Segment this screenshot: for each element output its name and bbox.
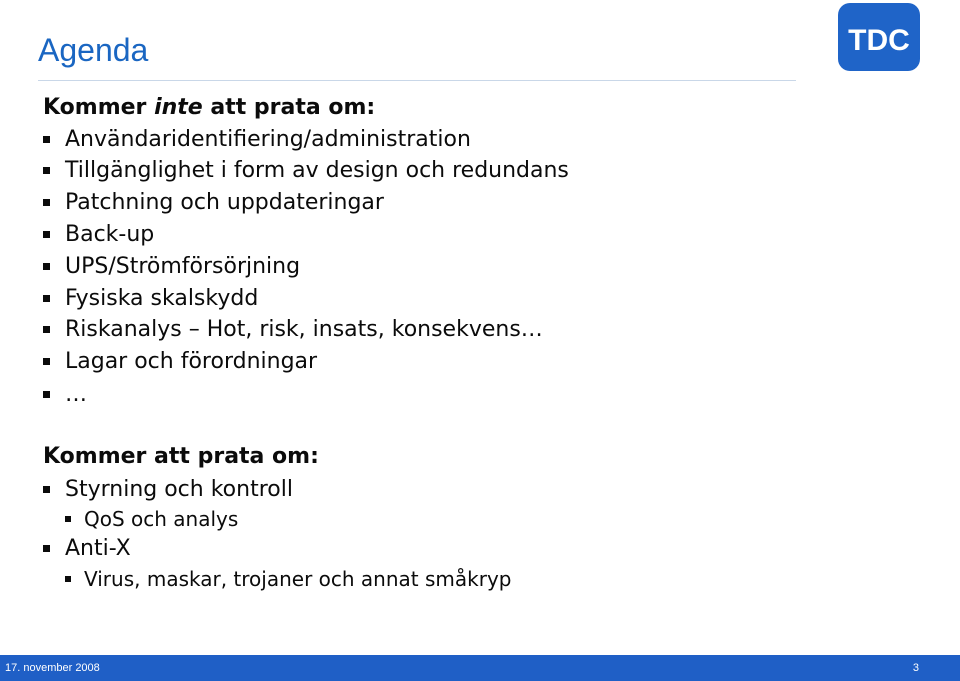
section-heading-not-covered: Kommer inte att prata om:: [43, 95, 376, 120]
square-bullet-icon: [43, 199, 50, 206]
page-number: 3: [912, 662, 919, 674]
tdc-logo: [836, 3, 922, 71]
square-bullet-icon: [43, 358, 50, 365]
slide-title: Agenda: [38, 32, 149, 68]
section-heading-covered: Kommer att prata om:: [43, 444, 319, 469]
square-bullet-icon: [43, 263, 50, 270]
square-bullet-icon: [43, 167, 50, 174]
square-bullet-icon: [43, 231, 50, 238]
svg-text:TDC: TDC: [848, 24, 910, 57]
square-bullet-icon: [43, 391, 50, 398]
square-bullet-icon: [65, 516, 71, 522]
square-bullet-icon: [43, 295, 50, 302]
square-bullet-icon: [43, 326, 50, 333]
footer-bar: [0, 655, 960, 681]
square-bullet-icon: [43, 136, 50, 143]
square-bullet-icon: [43, 486, 50, 493]
square-bullet-icon: [43, 545, 50, 552]
title-divider: [38, 80, 796, 81]
square-bullet-icon: [65, 576, 71, 582]
footer-date: 17. november 2008: [5, 662, 100, 674]
